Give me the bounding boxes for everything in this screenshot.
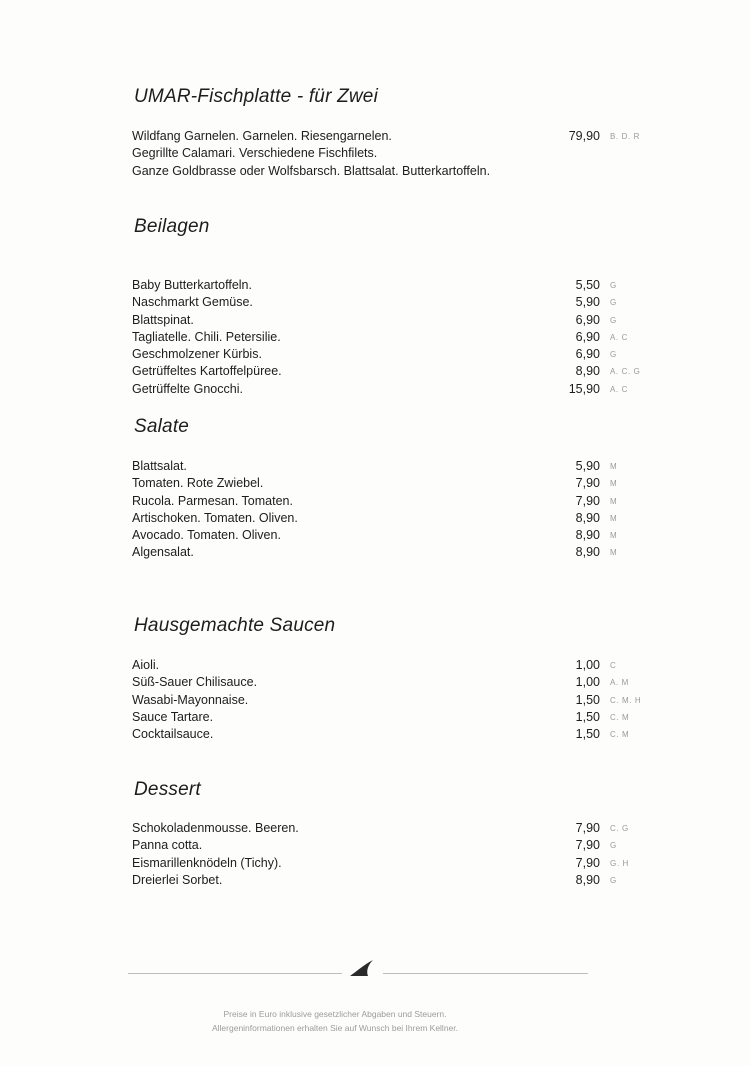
item-allergens: A. C. G bbox=[610, 367, 641, 377]
menu-item bbox=[132, 709, 652, 726]
item-allergens: M bbox=[610, 479, 618, 489]
item-name: Wasabi-Mayonnaise. bbox=[132, 692, 249, 707]
item-allergens: G bbox=[610, 298, 617, 308]
item-name: Eismarillenknödeln (Tichy). bbox=[132, 855, 282, 870]
item-name: Gegrillte Calamari. Verschiedene Fischfilets. bbox=[132, 146, 378, 161]
section-items-dessert bbox=[132, 820, 652, 889]
item-name: Getrüffelte Gnocchi. bbox=[132, 381, 243, 396]
menu-item bbox=[132, 163, 652, 180]
item-price: 8,90 bbox=[575, 510, 600, 525]
footer-divider-right bbox=[383, 973, 588, 974]
item-allergens: C. M bbox=[610, 730, 630, 740]
item-price: 7,90 bbox=[575, 855, 600, 870]
item-price: 6,90 bbox=[575, 312, 600, 327]
item-price: 7,90 bbox=[575, 838, 600, 853]
item-allergens: G bbox=[610, 281, 617, 290]
menu-item bbox=[132, 294, 652, 311]
menu-item bbox=[132, 277, 652, 294]
item-allergens: M bbox=[610, 513, 618, 523]
item-name: Schokoladenmousse. Beeren. bbox=[132, 821, 299, 835]
menu-item bbox=[132, 493, 652, 510]
item-name: Naschmarkt Gemüse. bbox=[132, 295, 253, 310]
item-name: Blattspinat. bbox=[132, 312, 194, 327]
item-allergens: B. D. R bbox=[610, 132, 640, 141]
footer-price-note: Preise in Euro inklusive gesetzlicher Abgaben und Steuern. bbox=[223, 1009, 447, 1019]
menu-item bbox=[132, 726, 652, 743]
menu-item bbox=[132, 674, 652, 691]
item-price: 7,90 bbox=[575, 821, 600, 835]
item-name: Artischoken. Tomaten. Oliven. bbox=[132, 510, 298, 525]
item-price: 1,50 bbox=[575, 692, 600, 707]
menu-item bbox=[132, 329, 652, 346]
section-title-saucen: Hausgemachte Saucen bbox=[134, 615, 336, 636]
menu-item bbox=[132, 692, 652, 709]
item-allergens: G bbox=[610, 841, 617, 851]
item-name: Ganze Goldbrasse oder Wolfsbarsch. Blattsalat. Butterkartoffeln. bbox=[132, 163, 491, 178]
section-title-salate: Salate bbox=[134, 416, 190, 437]
item-name: Rucola. Parmesan. Tomaten. bbox=[132, 493, 293, 508]
item-allergens: M bbox=[610, 548, 618, 558]
item-allergens: M bbox=[610, 496, 618, 506]
item-allergens: G. H bbox=[610, 858, 629, 868]
menu-item bbox=[132, 837, 652, 854]
item-name: Algensalat. bbox=[132, 545, 194, 560]
item-price: 5,90 bbox=[575, 295, 600, 310]
item-name: Tagliatelle. Chili. Petersilie. bbox=[132, 329, 281, 344]
item-price: 8,90 bbox=[575, 528, 600, 543]
item-price: 15,90 bbox=[568, 381, 600, 396]
menu-item bbox=[132, 458, 652, 475]
menu-item bbox=[132, 510, 652, 527]
item-name: Dreierlei Sorbet. bbox=[132, 872, 223, 887]
item-allergens: C. M. H bbox=[610, 695, 642, 705]
item-allergens: G bbox=[610, 875, 617, 885]
menu-item bbox=[132, 363, 652, 380]
section-items-salate bbox=[132, 458, 652, 562]
menu-item bbox=[132, 544, 652, 561]
section-title-fischplatte: UMAR-Fischplatte - für Zwei bbox=[134, 86, 378, 107]
shark-fin-logo-icon bbox=[348, 959, 376, 977]
item-name: Sauce Tartare. bbox=[132, 709, 214, 724]
item-price: 7,90 bbox=[575, 476, 600, 491]
item-allergens: M bbox=[610, 531, 618, 541]
item-name: Tomaten. Rote Zwiebel. bbox=[132, 476, 264, 491]
menu-item bbox=[132, 527, 652, 544]
item-price: 1,00 bbox=[575, 658, 600, 672]
item-allergens: G bbox=[610, 315, 617, 325]
footer-divider-left bbox=[128, 973, 342, 974]
section-items-fischplatte bbox=[132, 128, 652, 180]
item-price: 8,90 bbox=[575, 545, 600, 560]
item-price: 7,90 bbox=[575, 493, 600, 508]
menu-item bbox=[132, 381, 652, 398]
footer-allergen-note: Allergeninformationen erhalten Sie auf Wunsch bei Ihrem Kellner. bbox=[211, 1023, 458, 1033]
item-name: Aioli. bbox=[132, 658, 160, 672]
section-items-saucen bbox=[132, 657, 652, 743]
item-price: 8,90 bbox=[575, 364, 600, 379]
menu-item bbox=[132, 346, 652, 363]
item-name: Blattsalat. bbox=[132, 459, 187, 473]
item-price: 8,90 bbox=[575, 872, 600, 887]
menu-item bbox=[132, 820, 652, 837]
item-name: Avocado. Tomaten. Oliven. bbox=[132, 528, 281, 543]
menu-item bbox=[132, 855, 652, 872]
menu-item bbox=[132, 145, 652, 162]
item-price: 5,90 bbox=[575, 459, 600, 473]
menu-item bbox=[132, 657, 652, 674]
item-price: 1,50 bbox=[575, 727, 600, 742]
section-title-dessert: Dessert bbox=[134, 779, 201, 800]
menu-item bbox=[132, 475, 652, 492]
item-allergens: C. G bbox=[610, 824, 629, 833]
item-name: Baby Butterkartoffeln. bbox=[132, 278, 252, 292]
menu-item bbox=[132, 128, 652, 145]
menu-item bbox=[132, 312, 652, 329]
section-title-beilagen: Beilagen bbox=[134, 216, 210, 237]
item-price: 6,90 bbox=[575, 329, 600, 344]
menu-item bbox=[132, 872, 652, 889]
item-name: Panna cotta. bbox=[132, 838, 203, 853]
item-allergens: G bbox=[610, 350, 617, 360]
item-name: Cocktailsauce. bbox=[132, 727, 214, 742]
item-price: 5,50 bbox=[575, 278, 600, 292]
item-name: Getrüffeltes Kartoffelpüree. bbox=[132, 364, 282, 379]
item-allergens: M bbox=[610, 462, 618, 471]
item-price: 79,90 bbox=[568, 129, 600, 143]
item-allergens: A. M bbox=[610, 678, 629, 688]
item-price: 6,90 bbox=[575, 347, 600, 362]
item-price: 1,50 bbox=[575, 709, 600, 724]
item-name: Wildfang Garnelen. Garnelen. Riesengarnelen. bbox=[132, 129, 392, 143]
section-items-beilagen bbox=[132, 277, 652, 398]
item-price: 1,00 bbox=[575, 675, 600, 690]
item-allergens: C. M bbox=[610, 712, 630, 722]
item-name: Geschmolzener Kürbis. bbox=[132, 347, 262, 362]
item-allergens: A. C bbox=[610, 384, 628, 394]
item-allergens: A. C bbox=[610, 332, 628, 342]
item-allergens: C bbox=[610, 661, 617, 670]
item-name: Süß-Sauer Chilisauce. bbox=[132, 675, 258, 690]
